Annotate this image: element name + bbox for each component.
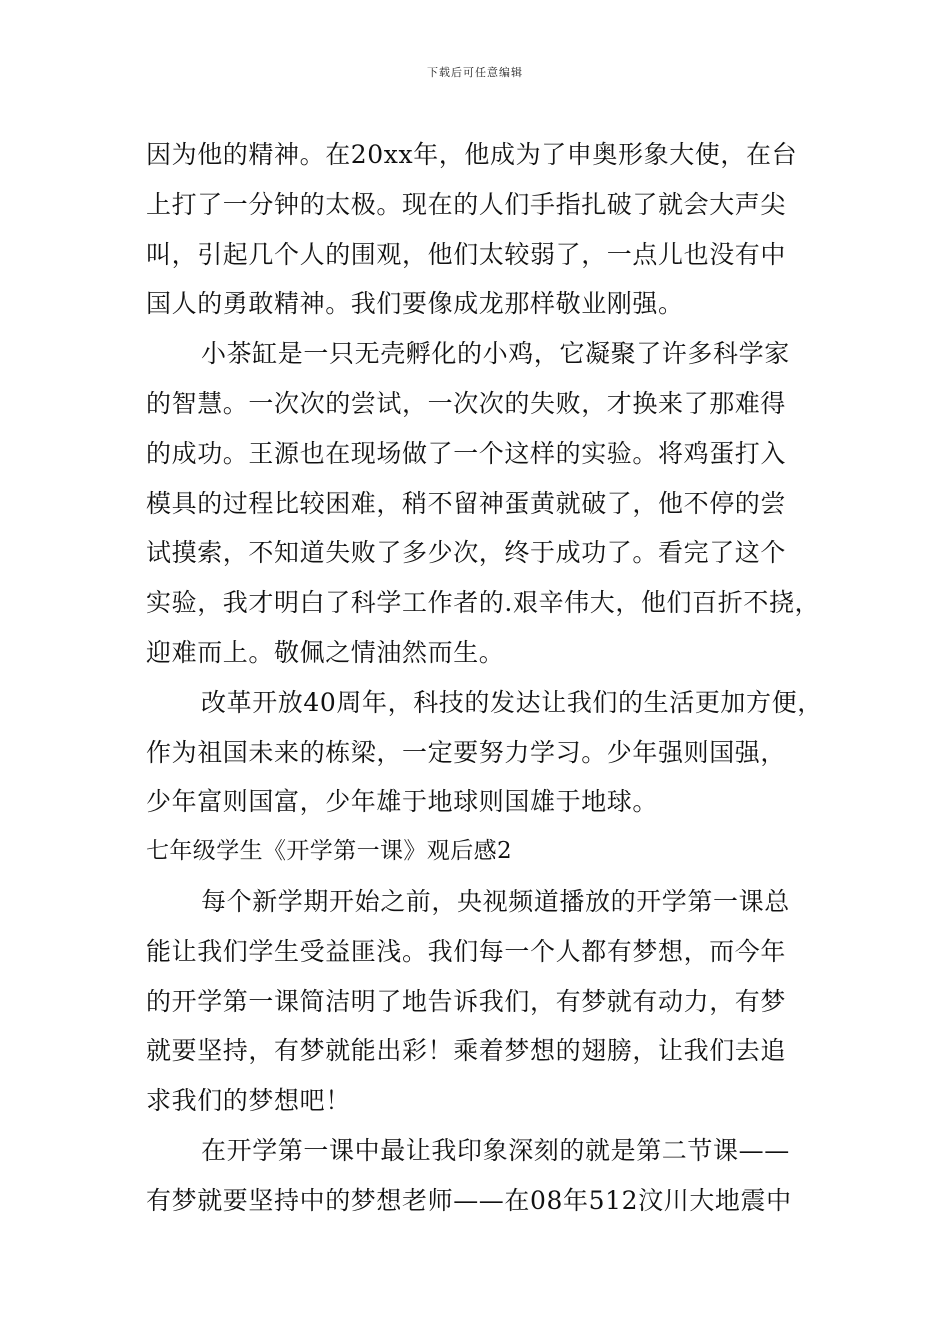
text-line: 试摸索，不知道失败了多少次，终于成功了。看完了这个 <box>146 538 787 568</box>
text-line: 的智慧。一次次的尝试，一次次的失败，才换来了那难得 <box>146 388 787 418</box>
text-line: 上打了一分钟的太极。现在的人们手指扎破了就会大声尖 <box>146 189 787 219</box>
text-line: 叫，引起几个人的围观，他们太较弱了，一点儿也没有中 <box>146 239 787 269</box>
text-line: 求我们的梦想吧！ <box>146 1086 351 1116</box>
text-line: 有梦就要坚持中的梦想老师——在08年512汶川大地震中 <box>146 1185 792 1215</box>
text-line: 国人的勇敢精神。我们要像成龙那样敬业刚强。 <box>146 289 684 319</box>
section-heading: 七年级学生《开学第一课》观后感2 <box>146 838 513 865</box>
text-line: 因为他的精神。在20xx年，他成为了申奥形象大使，在台 <box>146 140 798 169</box>
text-line: 改革开放40周年，科技的发达让我们的生活更加方便， <box>201 687 823 717</box>
text-line: 模具的过程比较困难，稍不留神蛋黄就破了，他不停的尝 <box>146 488 787 518</box>
text-line: 能让我们学生受益匪浅。我们每一个人都有梦想，而今年 <box>146 936 787 966</box>
text-line: 小茶缸是一只无壳孵化的小鸡，它凝聚了许多科学家 <box>201 339 790 369</box>
text-line: 迎难而上。敬佩之情油然而生。 <box>146 637 505 667</box>
text-line: 实验，我才明白了科学工作者的.艰辛伟大，他们百折不挠， <box>146 588 821 618</box>
text-line: 的开学第一课简洁明了地告诉我们，有梦就有动力，有梦 <box>146 986 787 1016</box>
text-line: 就要坚持，有梦就能出彩！乘着梦想的翅膀，让我们去追 <box>146 1036 787 1066</box>
document-body <box>146 130 836 1226</box>
text-line: 少年富则国富，少年雄于地球则国雄于地球。 <box>146 787 659 817</box>
page-header: 下载后可任意编辑 <box>427 66 523 79</box>
text-line: 作为祖国未来的栋梁，一定要努力学习。少年强则国强， <box>146 737 787 767</box>
text-line: 每个新学期开始之前，央视频道播放的开学第一课总 <box>201 886 790 916</box>
text-line: 在开学第一课中最让我印象深刻的就是第二节课—— <box>201 1135 790 1165</box>
text-line: 的成功。王源也在现场做了一个这样的实验。将鸡蛋打入 <box>146 438 787 468</box>
